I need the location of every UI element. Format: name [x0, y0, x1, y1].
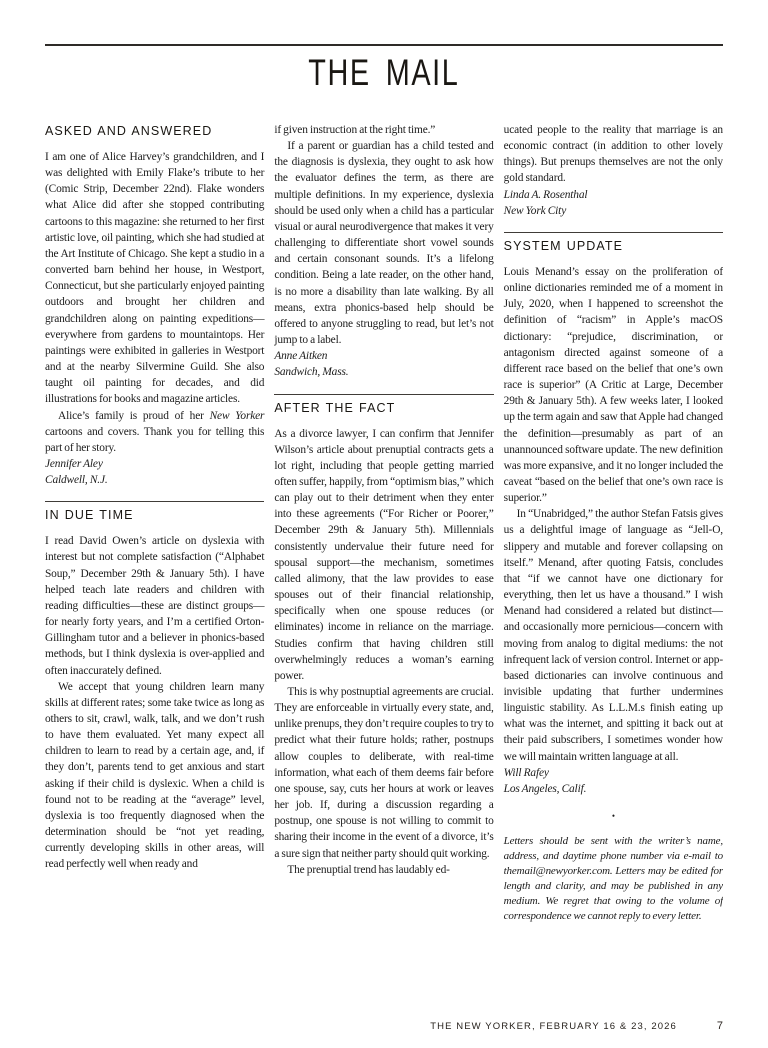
letter-paragraph: If a parent or guardian has a child tested and the diagnosis is dyslexia, they ought to ask how the evaluator defines the term, as there are multiple definitions. In my experience, dyslexia should be used only when a child has a particular visual or aural neurodivergence that makes it very challenging to differentiate short vowel sounds and certain consonant sounds. It’s a lifelong condition. Being a late reader, on the other hand, is no more a disability than late walking. By all means, extra phonics-based help should be offered to anyone struggling to read, but let’s not jump to a label.: [274, 140, 494, 347]
letter-paragraph: We accept that young children learn many skills at different rates; some take twice as long as others to sit, crawl, walk, talk, and we don’t rush to have them evaluated. Yet many expect all children to learn to read by a certain age, and, if they don’t, parents tend to get anxious and start asking if their child is dyslexic. When a child is found not to be reading at the “average” level, dyslexia is too frequently diagnosed when the determination should be “not yet reading, currently developing skills in other areas, will read perfectly well when ready and: [45, 680, 265, 871]
signature-name: Anne Aitken: [274, 350, 328, 363]
column-3: [504, 122, 723, 1008]
letter-paragraph: I read David Owen’s article on dyslexia with interest but not complete satisfaction (“Alphabet Soup,” December 29th & January 5th). I have helped teach late readers and children with reading difficulties—these are distinct groups—for nearly forty years, and I’m a certified Orton-Gillingham tutor and a believer in phonics-based methods, but I think dyslexia is over-applied and often inaccurately defined.: [45, 535, 265, 677]
letters-columns: [45, 122, 723, 1008]
section-separator-dot: •: [611, 811, 615, 822]
letter-paragraph: I am one of Alice Harvey’s grandchildren, and I was delighted with Emily Flake’s tribute to her (Comic Strip, December 22nd). Flake wonders what Alice did after she stopped contributing cartoons to this magazine: she returned to her first artistic love, oil painting, which she had studied at the Art Institute of Chicago. She kept a studio in a converted barn behind her house, in Westport, Connecticut, but she particularly enjoyed painting outdoors and brought her children and grandchildren along on painting expeditions—everywhere from gardens to mountaintops. Her paintings were exhibited in galleries in Westport and at the nearby Silvermine Guild. She also taught oil painting for decades, and did illustrations for books and magazine articles.: [45, 151, 265, 406]
letter-paragraph: Louis Menand’s essay on the proliferation of online dictionaries reminded me of a moment in July, 2020, when I happened to screenshot the definition of “racism” in Apple’s macOS dictionary: “prejudice, discrimination, or antagonism directed against someone of a different race based on the belief that one’s own race is superior” (A Critic at Large, December 29th & January 5th). A few weeks later, I looked up the term again and saw that Apple had changed the definition—presumably as part of an unannounced software update. The new definition was more expansive, and it no longer included the caveat “based on the belief that one’s own race is superior.”: [503, 265, 723, 505]
page-content: [45, 44, 723, 1008]
section-heading: IN DUE TIME: [45, 501, 264, 523]
signature-name: Jennifer Aley: [45, 457, 103, 470]
masthead: [45, 54, 723, 92]
signature-name: Linda A. Rosenthal: [503, 188, 588, 201]
section-heading: AFTER THE FACT: [274, 394, 493, 416]
footer-credit: THE NEW YORKER, FEBRUARY 16 & 23, 2026: [430, 1021, 677, 1032]
letter-paragraph: The prenuptial trend has laudably ed-: [287, 863, 450, 876]
signature-location: Caldwell, N.J.: [45, 474, 108, 487]
signature-location: New York City: [503, 204, 567, 217]
signature-name: Will Rafey: [503, 766, 549, 779]
letters-policy-note: Letters should be sent with the writer’s name, address, and daytime phone number via e-mail to themail@newyorker.com. Letters may be edited for length and clarity, and may be published in any medium. We regret that owing to the volume of correspondence we cannot reply to every letter.: [503, 835, 723, 922]
column-2: [274, 122, 493, 1008]
letter-signature: [45, 456, 264, 488]
page-number: 7: [716, 1020, 723, 1032]
letter-signature: [274, 348, 493, 380]
page-footer: [430, 1020, 723, 1032]
column-1: [45, 122, 264, 1008]
letter-paragraph: This is why postnuptial agreements are crucial. They are enforceable in virtually every state, and, unlike prenups, they don’t require couples to try to predict what their future holds; rather, postnups allow couples to deliberate, with real-time information, what each of them deems fair before one spouse, say, cuts her hours at work or leaves her job. If, during a discussion regarding a postnup, one spouse is not willing to commit to sharing their income in the event of a divorce, it’s a sure sign that neither party should quit working.: [274, 686, 494, 860]
letter-paragraph: ucated people to the reality that marriage is an economic contract (in addition to other lovely things). But prenups themselves are not the only gold standard.: [503, 124, 723, 185]
section-heading: ASKED AND ANSWERED: [45, 124, 213, 138]
page-title: THE MAIL: [308, 52, 460, 93]
signature-location: Sandwich, Mass.: [274, 366, 349, 379]
letter-signature: [504, 765, 723, 797]
letter-signature: [504, 187, 723, 219]
letter-paragraph: if given instruction at the right time.”: [274, 124, 436, 136]
letter-paragraph: As a divorce lawyer, I can confirm that Jennifer Wilson’s article about prenuptial contracts gets a lot right, including that people getting married often suffer, happily, from “optimism bias,” which can play out to their detriment when they enter into these agreements (“For Richer or Poorer,” December 29th & January 5th). Millennials consistently undervalue their future need for spousal support—the mechanism, sometimes called alimony, that the law provides to ease spouses out of their financial relationship, specifically when one spouse reduces (or eliminates) income in reliance on the marriage. Studies confirm that having children still overwhelmingly reduces a woman’s earning power.: [274, 427, 494, 682]
letter-paragraph: In “Unabridged,” the author Stefan Fatsis gives us a delightful image of language as “Jell-O, slippery and mutable and forever collapsing on itself.” Menand, after quoting Fatsis, concludes that “if we cannot have one dictionary for everything, then let us have a thousand.” I wish Menand had considered a related but distinct—and occasionally more pernicious—concern with moving from analog to digital mediums: the not infrequent lack of version control. Internet or app-based dictionaries can involve continuous and invisible updating that further undermines linguistic stability. As L.L.M.s finish eating up what was the internet, and spitting it back out at their paid subscribers, I sometimes wonder how we will maintain written language at all.: [503, 508, 723, 763]
masthead-rule: [45, 44, 723, 46]
section-heading: SYSTEM UPDATE: [504, 232, 723, 254]
signature-location: Los Angeles, Calif.: [503, 782, 587, 795]
letter-paragraph: Alice’s family is proud of her New Yorker cartoons and covers. Thank you for telling this part of her story.: [45, 409, 265, 454]
